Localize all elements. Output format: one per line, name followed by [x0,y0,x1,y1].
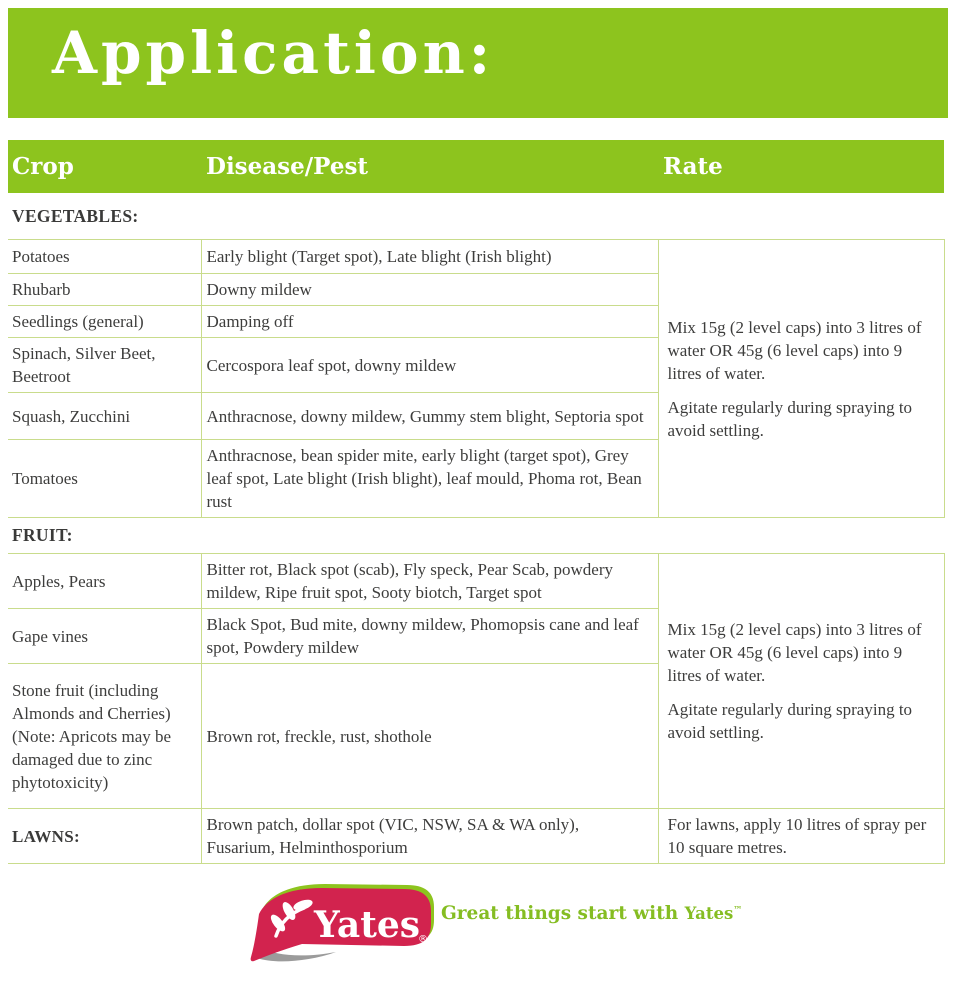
lawns-row [8,809,944,864]
disease-cell: Bitter rot, Black spot (scab), Fly speck, Pear Scab, powdery mildew, Ripe fruit spot, Sooty biotch, Target spot [201,554,658,609]
rate-cell-fruit [658,554,944,809]
table-row [8,240,944,274]
section-label: VEGETABLES: [8,193,944,240]
disease-cell: Anthracnose, downy mildew, Gummy stem blight, Septoria spot [201,393,658,440]
section-header-vegetables [8,193,944,240]
disease-cell: Brown rot, freckle, rust, shothole [201,664,658,809]
disease-cell: Damping off [201,306,658,338]
disease-cell: Early blight (Target spot), Late blight (Irish blight) [201,240,658,274]
rate-agitate-instructions: Agitate regularly during spraying to avoid settling. [667,397,913,440]
page-title: Application: [52,19,495,87]
tagline-brand: Yates [684,904,734,923]
page-title-banner [8,8,948,118]
disease-cell: Cercospora leaf spot, downy mildew [201,338,658,393]
disease-cell: Brown patch, dollar spot (VIC, NSW, SA & WA only), Fusarium, Helminthosporium [201,809,658,864]
tagline-text: Great things start with [441,903,685,924]
crop-cell: LAWNS: [8,809,201,864]
crop-cell: Spinach, Silver Beet, Beetroot [8,338,201,393]
section-label: FRUIT: [8,518,944,554]
crop-cell: Gape vines [8,609,201,664]
rate-agitate-instructions: Agitate regularly during spraying to avoid settling. [667,700,913,742]
crop-cell: Stone fruit (including Almonds and Cherries) (Note: Apricots may be damaged due to zinc phytotoxicity) [8,664,201,809]
disease-cell: Black Spot, Bud mite, downy mildew, Phomopsis cane and leaf spot, Powdery mildew [201,609,658,664]
registered-mark-icon: ® [418,934,428,945]
rate-mix-instructions: Mix 15g (2 level caps) into 3 litres of water OR 45g (6 level caps) into 9 litres of water. [667,620,922,685]
disease-cell: Downy mildew [201,274,658,306]
column-header-disease-pest: Disease/Pest [201,140,658,193]
application-table [8,140,945,864]
crop-cell: Apples, Pears [8,554,201,609]
table-header-row [8,140,944,193]
rate-mix-instructions: Mix 15g (2 level caps) into 3 litres of water OR 45g (6 level caps) into 9 litres of water. [667,317,922,383]
section-header-fruit [8,518,944,554]
rate-cell-vegetables [658,240,944,518]
logo-wordmark: Yates [314,904,421,946]
tagline [441,903,742,924]
rate-cell-lawns: For lawns, apply 10 litres of spray per 10 square metres. [658,809,944,864]
trademark-icon: ™ [733,905,743,916]
crop-cell: Squash, Zucchini [8,393,201,440]
table-row [8,554,944,609]
crop-cell: Potatoes [8,240,201,274]
yates-logo [246,884,436,966]
crop-cell: Seedlings (general) [8,306,201,338]
disease-cell: Anthracnose, bean spider mite, early blight (target spot), Grey leaf spot, Late blight (Irish blight), leaf mould, Phoma rot, Bean rust [201,440,658,518]
crop-cell: Rhubarb [8,274,201,306]
crop-cell: Tomatoes [8,440,201,518]
column-header-crop: Crop [8,140,201,193]
column-header-rate: Rate [658,140,944,193]
